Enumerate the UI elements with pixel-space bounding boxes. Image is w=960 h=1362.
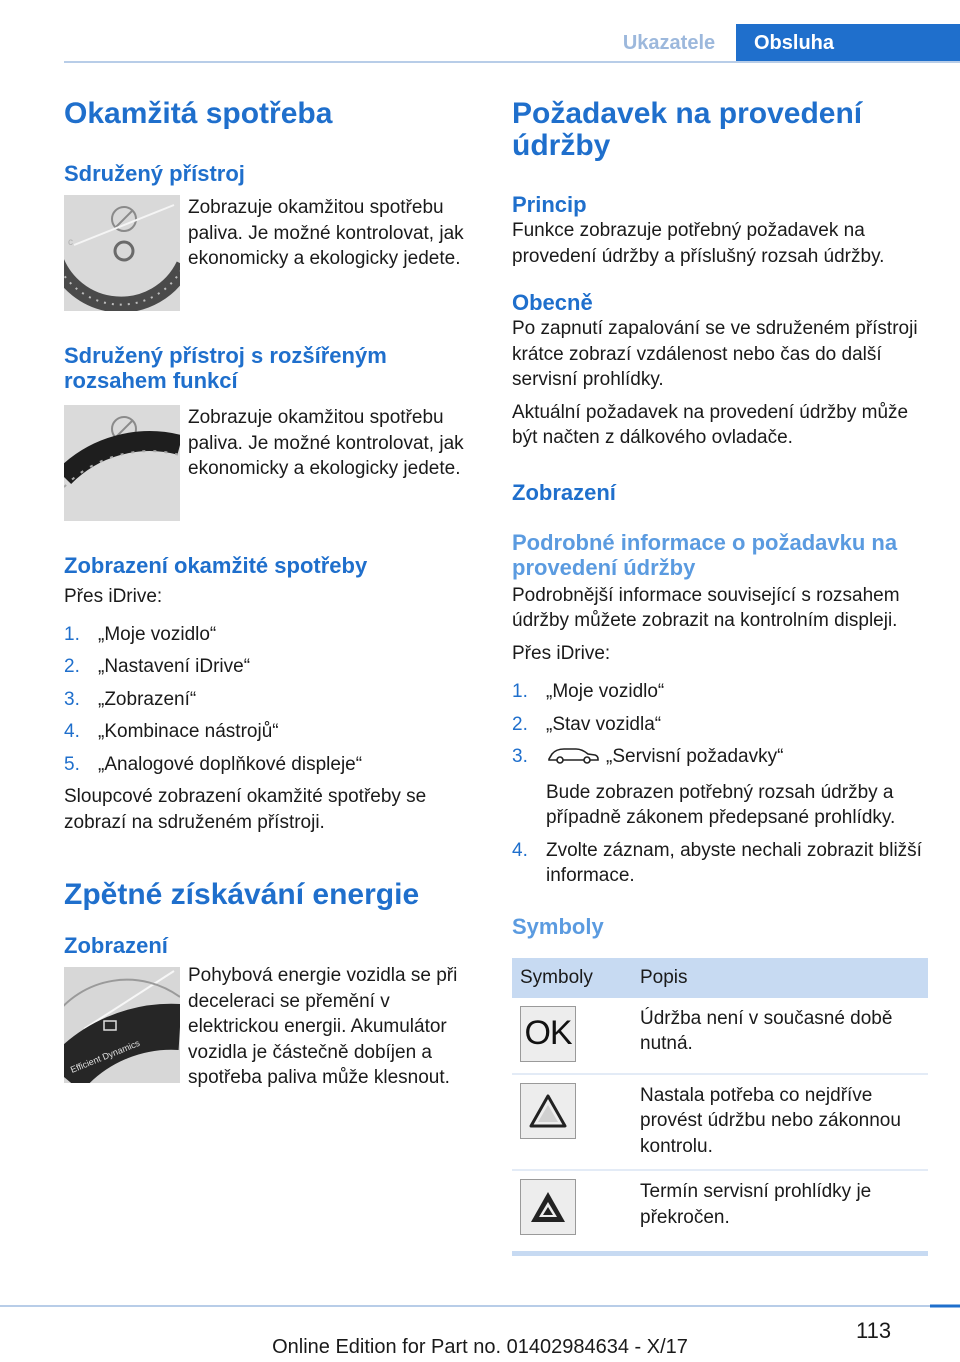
col-symbols: Symboly bbox=[512, 958, 632, 998]
list-item: 1. „Moje vozidlo“ bbox=[64, 623, 217, 645]
heading-display: Zobrazení bbox=[512, 479, 616, 505]
principle-text: Funkce zobrazuje potřebný požadavek na provedení údržby a příslušný rozsah údržby. bbox=[512, 220, 885, 267]
instrument-cluster-block bbox=[64, 195, 480, 311]
right-column bbox=[512, 98, 928, 1256]
extended-cluster-text: Zobrazuje okamžitou spotřebu paliva. Je možné kontrolovat, jak ekonomicky a ekologicky jedete. bbox=[188, 407, 464, 479]
energy-block bbox=[64, 967, 480, 1097]
heading-symbols: Symboly bbox=[512, 913, 604, 939]
page-number: 113 bbox=[856, 1318, 892, 1343]
row-overdue-desc: Termín servisní prohlídky je překročen. bbox=[632, 1170, 928, 1254]
table-header bbox=[512, 958, 928, 998]
overdue-triangle-icon bbox=[520, 1179, 576, 1235]
list-item: 3. „Servisní požadavky“ Bude zobrazen potřebný rozsah údržby a případně zákonem předepsané prohlídky. bbox=[512, 744, 928, 831]
list-item: 2. „Nastavení iDrive“ bbox=[64, 656, 251, 677]
heading-consumption-display: Zobrazení okamžité spotřeby bbox=[64, 553, 368, 578]
list-item: 2. „Stav vozidla“ bbox=[512, 713, 662, 735]
consumption-outro: Sloupcové zobrazení okamžité spotřeby se zobrazí na sdruženém přístroji. bbox=[64, 786, 427, 833]
gauge-image-1 bbox=[64, 195, 180, 311]
instrument-cluster-text: Zobrazuje okamžitou spotřebu paliva. Je možné kontrolovat, jak ekonomicky a ekologicky jedete. bbox=[188, 197, 464, 269]
list-item: 4. Zvolte záznam, abyste nechali zobrazit bližší informace. bbox=[512, 839, 922, 886]
ok-icon: OK bbox=[520, 1006, 576, 1062]
heading-energy-display: Zobrazení bbox=[64, 933, 168, 958]
row-ok-desc: Údržba není v současné době nutná. bbox=[632, 998, 928, 1074]
section-title-service: Požadavek na provedení údržby bbox=[512, 97, 863, 162]
gauge-image-3 bbox=[64, 967, 180, 1083]
section-title-consumption: Okamžitá spotřeba bbox=[64, 97, 333, 130]
heading-extended-cluster: Sdružený přístroj s rozšířeným rozsahem funkcí bbox=[64, 343, 387, 393]
list-item: 3. „Zobrazení“ bbox=[64, 688, 197, 710]
col-description: Popis bbox=[632, 958, 928, 998]
gauge-label: Efficient Dynamics bbox=[69, 1037, 142, 1075]
heading-principle: Princip bbox=[512, 192, 587, 217]
footer-divider bbox=[0, 1304, 960, 1308]
warning-triangle-icon bbox=[520, 1083, 576, 1139]
tab-ukazatele[interactable]: Ukazatele bbox=[602, 24, 736, 62]
energy-text: Pohybová energie vozidla se při deceleraci se přemění v elektrickou energii. Akumulátor vozidla je částečně dobíjen a spotřeba paliva může klesnout. bbox=[188, 965, 458, 1088]
table-row bbox=[512, 1074, 928, 1171]
car-service-icon bbox=[546, 745, 600, 773]
details-text: Podrobnější informace související s rozsahem údržby můžete zobrazit na kontrolním displeji. bbox=[512, 584, 900, 631]
general-text-1: Po zapnutí zapalování se ve sdruženém přístroji krátce zobrazí vzdálenost nebo čas do další servisní prohlídky. bbox=[512, 318, 918, 390]
heading-details: Podrobné informace o požadavku na provedení údržby bbox=[512, 529, 898, 580]
header-divider bbox=[64, 61, 960, 63]
table-row bbox=[512, 1170, 928, 1254]
table-row bbox=[512, 998, 928, 1074]
service-steps bbox=[512, 679, 928, 889]
heading-general: Obecně bbox=[512, 290, 593, 315]
general-text-2: Aktuální požadavek na provedení údržby může být načten z dálkového ovladače. bbox=[512, 401, 909, 448]
list-item: 5. „Analogové doplňkové displeje“ bbox=[64, 753, 363, 775]
consumption-steps bbox=[64, 622, 480, 778]
tab-obsluha[interactable]: Obsluha bbox=[736, 24, 960, 62]
step3-subtext: Bude zobrazen potřebný rozsah údržby a případně zákonem předepsané prohlídky. bbox=[546, 781, 896, 828]
extended-cluster-block bbox=[64, 405, 480, 521]
page-header bbox=[0, 24, 960, 62]
gauge-image-2 bbox=[64, 405, 180, 521]
edition-footer: Online Edition for Part no. 01402984634 - X/17 bbox=[272, 1336, 688, 1358]
section-title-energy: Zpětné získávání energie bbox=[64, 878, 420, 911]
details-intro: Přes iDrive: bbox=[512, 642, 611, 664]
symbols-table bbox=[512, 958, 928, 1257]
left-column bbox=[64, 98, 480, 1097]
idrive-intro: Přes iDrive: bbox=[64, 586, 163, 607]
row-warning-desc: Nastala potřeba co nejdříve provést údržbu nebo zákonnou kontrolu. bbox=[632, 1074, 928, 1171]
list-item: 1. „Moje vozidlo“ bbox=[512, 681, 665, 702]
list-item: 4. „Kombinace nástrojů“ bbox=[64, 721, 279, 742]
svg-text:c: c bbox=[68, 237, 73, 248]
heading-instrument-cluster: Sdružený přístroj bbox=[64, 161, 245, 186]
